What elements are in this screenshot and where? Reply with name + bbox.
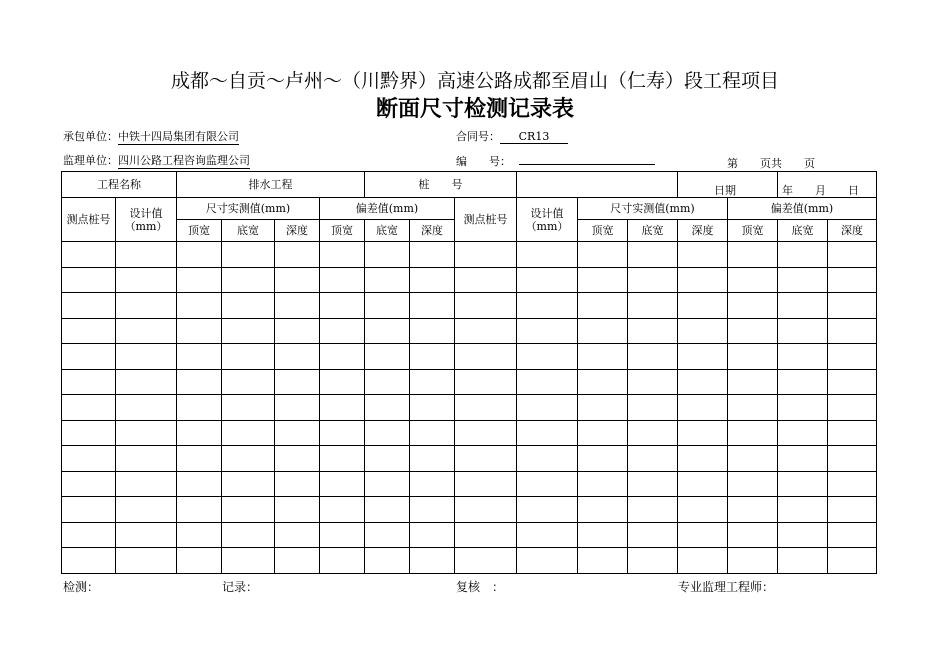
table-cell[interactable] <box>62 446 116 472</box>
table-cell[interactable] <box>678 318 728 344</box>
table-cell[interactable] <box>62 395 116 421</box>
table-cell[interactable] <box>778 471 828 497</box>
contractor-row <box>63 128 239 145</box>
table-cell[interactable] <box>62 522 116 548</box>
table-row <box>62 242 877 268</box>
table-cell[interactable] <box>177 293 222 319</box>
sub-top-width: 顶宽 <box>728 220 778 242</box>
table-cell[interactable] <box>116 344 177 370</box>
table-cell[interactable] <box>778 242 828 268</box>
table-cell[interactable] <box>517 318 578 344</box>
table-cell[interactable] <box>177 242 222 268</box>
table-cell[interactable] <box>410 318 455 344</box>
measured-header: 尺寸实测值(mm) <box>177 198 320 220</box>
table-cell[interactable] <box>177 471 222 497</box>
table-cell[interactable] <box>222 548 275 574</box>
table-cell[interactable] <box>275 420 320 446</box>
sub-top-width: 顶宽 <box>320 220 365 242</box>
measured-header-2: 尺寸实测值(mm) <box>578 198 728 220</box>
table-cell[interactable] <box>320 497 365 523</box>
table-cell[interactable] <box>365 344 410 370</box>
table-cell[interactable] <box>222 395 275 421</box>
table-cell[interactable] <box>320 369 365 395</box>
table-cell[interactable] <box>275 446 320 472</box>
table-cell[interactable] <box>275 548 320 574</box>
table-cell[interactable] <box>410 548 455 574</box>
table-cell[interactable] <box>116 522 177 548</box>
sub-depth: 深度 <box>275 220 320 242</box>
table-cell[interactable] <box>116 497 177 523</box>
table-cell[interactable] <box>828 548 877 574</box>
table-cell[interactable] <box>275 471 320 497</box>
table-cell[interactable] <box>410 471 455 497</box>
supervisor-value: 四川公路工程咨询监理公司 <box>118 154 250 167</box>
table-row <box>62 471 877 497</box>
inspection-table <box>61 171 877 574</box>
table-cell[interactable] <box>275 395 320 421</box>
point-station-header: 测点桩号 <box>62 198 116 242</box>
table-cell[interactable] <box>410 293 455 319</box>
table-cell[interactable] <box>365 497 410 523</box>
table-cell[interactable] <box>320 548 365 574</box>
table-cell[interactable] <box>455 369 517 395</box>
table-cell[interactable] <box>275 344 320 370</box>
table-cell[interactable] <box>517 267 578 293</box>
table-cell[interactable] <box>778 497 828 523</box>
table-cell[interactable] <box>177 369 222 395</box>
table-cell[interactable] <box>320 522 365 548</box>
table-cell[interactable] <box>778 446 828 472</box>
table-cell[interactable] <box>177 267 222 293</box>
sub-depth: 深度 <box>410 220 455 242</box>
sub-bottom-width: 底宽 <box>628 220 678 242</box>
table-cell[interactable] <box>628 446 678 472</box>
table-cell[interactable] <box>275 267 320 293</box>
table-row <box>62 369 877 395</box>
form-title: 断面尺寸检测记录表 <box>375 96 574 122</box>
table-cell[interactable] <box>678 471 728 497</box>
table-cell[interactable] <box>517 446 578 472</box>
table-cell[interactable] <box>455 548 517 574</box>
table-cell[interactable] <box>728 344 778 370</box>
table-cell[interactable] <box>320 344 365 370</box>
table-cell[interactable] <box>365 548 410 574</box>
table-cell[interactable] <box>275 242 320 268</box>
table-cell[interactable] <box>410 344 455 370</box>
table-cell[interactable] <box>222 471 275 497</box>
table-cell[interactable] <box>116 471 177 497</box>
table-cell[interactable] <box>828 446 877 472</box>
table-cell[interactable] <box>728 497 778 523</box>
table-cell[interactable] <box>778 369 828 395</box>
table-cell[interactable] <box>365 369 410 395</box>
table-cell[interactable] <box>517 522 578 548</box>
table-row <box>62 446 877 472</box>
table-cell[interactable] <box>177 420 222 446</box>
table-cell[interactable] <box>455 242 517 268</box>
table-row <box>62 293 877 319</box>
table-cell[interactable] <box>678 522 728 548</box>
sub-bottom-width: 底宽 <box>365 220 410 242</box>
table-cell[interactable] <box>728 395 778 421</box>
table-row <box>62 318 877 344</box>
table-cell[interactable] <box>320 242 365 268</box>
contract-no-value: CR13 <box>500 130 568 144</box>
point-station-header-2: 测点桩号 <box>455 198 517 242</box>
table-cell[interactable] <box>728 318 778 344</box>
table-cell[interactable] <box>517 344 578 370</box>
table-cell[interactable] <box>275 318 320 344</box>
table-cell[interactable] <box>828 471 877 497</box>
table-cell[interactable] <box>628 420 678 446</box>
table-cell[interactable] <box>116 446 177 472</box>
table-cell[interactable] <box>365 267 410 293</box>
table-row <box>62 522 877 548</box>
record-signature: 记录： <box>222 580 259 594</box>
table-cell[interactable] <box>116 293 177 319</box>
table-cell[interactable] <box>828 420 877 446</box>
table-cell[interactable] <box>116 318 177 344</box>
table-cell[interactable] <box>320 318 365 344</box>
table-cell[interactable] <box>62 471 116 497</box>
deviation-header: 偏差值(mm) <box>320 198 455 220</box>
table-cell[interactable] <box>222 344 275 370</box>
table-cell[interactable] <box>455 471 517 497</box>
table-cell[interactable] <box>678 420 728 446</box>
table-cell[interactable] <box>275 522 320 548</box>
header-row-2 <box>62 198 877 220</box>
table-cell[interactable] <box>365 420 410 446</box>
table-cell[interactable] <box>177 548 222 574</box>
table-cell[interactable] <box>320 446 365 472</box>
table-cell[interactable] <box>116 369 177 395</box>
table-cell[interactable] <box>320 420 365 446</box>
table-row <box>62 548 877 574</box>
table-cell[interactable] <box>578 471 628 497</box>
table-cell[interactable] <box>828 242 877 268</box>
table-cell[interactable] <box>320 267 365 293</box>
table-cell[interactable] <box>455 420 517 446</box>
table-cell[interactable] <box>728 420 778 446</box>
table-cell[interactable] <box>678 267 728 293</box>
table-cell[interactable] <box>578 318 628 344</box>
table-cell[interactable] <box>455 318 517 344</box>
table-cell[interactable] <box>678 548 728 574</box>
table-cell[interactable] <box>410 369 455 395</box>
table-cell[interactable] <box>62 369 116 395</box>
table-cell[interactable] <box>778 548 828 574</box>
table-cell[interactable] <box>62 267 116 293</box>
table-cell[interactable] <box>222 420 275 446</box>
table-cell[interactable] <box>365 293 410 319</box>
table-cell[interactable] <box>578 522 628 548</box>
contract-no-label: 合同号： <box>456 130 500 143</box>
table-cell[interactable] <box>275 293 320 319</box>
table-cell[interactable] <box>365 522 410 548</box>
sub-bottom-width: 底宽 <box>778 220 828 242</box>
sub-depth: 深度 <box>678 220 728 242</box>
table-cell[interactable] <box>275 497 320 523</box>
table-cell[interactable] <box>410 522 455 548</box>
table-cell[interactable] <box>778 267 828 293</box>
data-rows <box>62 242 877 574</box>
table-cell[interactable] <box>222 522 275 548</box>
table-cell[interactable] <box>728 548 778 574</box>
table-cell[interactable] <box>116 242 177 268</box>
table-cell[interactable] <box>517 420 578 446</box>
table-cell[interactable] <box>455 293 517 319</box>
table-cell[interactable] <box>455 522 517 548</box>
table-cell[interactable] <box>578 548 628 574</box>
table-cell[interactable] <box>455 497 517 523</box>
table-cell[interactable] <box>517 497 578 523</box>
page-count: 第 页共 页 <box>727 157 815 170</box>
table-cell[interactable] <box>628 318 678 344</box>
table-cell[interactable] <box>828 369 877 395</box>
table-cell[interactable] <box>517 369 578 395</box>
table-cell[interactable] <box>628 293 678 319</box>
table-cell[interactable] <box>410 446 455 472</box>
table-cell[interactable] <box>578 267 628 293</box>
sub-top-width: 顶宽 <box>578 220 628 242</box>
table-row <box>62 420 877 446</box>
table-cell[interactable] <box>678 293 728 319</box>
header-row-1 <box>62 172 877 198</box>
station-label: 桩 号 <box>365 172 517 198</box>
station-value <box>517 172 678 198</box>
table-cell[interactable] <box>728 446 778 472</box>
table-cell[interactable] <box>678 344 728 370</box>
table-cell[interactable] <box>222 267 275 293</box>
table-cell[interactable] <box>365 446 410 472</box>
table-row <box>62 267 877 293</box>
table-cell[interactable] <box>62 548 116 574</box>
table-cell[interactable] <box>778 420 828 446</box>
table-cell[interactable] <box>177 497 222 523</box>
table-cell[interactable] <box>62 497 116 523</box>
table-cell[interactable] <box>275 369 320 395</box>
table-cell[interactable] <box>320 395 365 421</box>
table-cell[interactable] <box>578 497 628 523</box>
table-cell[interactable] <box>778 318 828 344</box>
table-cell[interactable] <box>578 446 628 472</box>
table-cell[interactable] <box>828 522 877 548</box>
date-label: 日期 <box>678 172 778 198</box>
table-cell[interactable] <box>410 395 455 421</box>
serial-value <box>519 152 655 165</box>
sub-bottom-width: 底宽 <box>222 220 275 242</box>
table-cell[interactable] <box>828 318 877 344</box>
table-cell[interactable] <box>410 267 455 293</box>
project-name-value: 排水工程 <box>177 172 365 198</box>
table-cell[interactable] <box>320 293 365 319</box>
table-cell[interactable] <box>828 293 877 319</box>
project-name-label: 工程名称 <box>62 172 177 198</box>
table-cell[interactable] <box>678 242 728 268</box>
table-row <box>62 497 877 523</box>
table-cell[interactable] <box>578 369 628 395</box>
table-cell[interactable] <box>628 497 678 523</box>
table-cell[interactable] <box>678 395 728 421</box>
design-value-header-2: 设计值（mm） <box>517 198 578 242</box>
table-cell[interactable] <box>628 344 678 370</box>
sub-depth: 深度 <box>828 220 877 242</box>
table-cell[interactable] <box>222 446 275 472</box>
table-cell[interactable] <box>628 471 678 497</box>
table-cell[interactable] <box>62 293 116 319</box>
table-cell[interactable] <box>62 242 116 268</box>
table-cell[interactable] <box>222 293 275 319</box>
table-cell[interactable] <box>728 369 778 395</box>
table-cell[interactable] <box>455 267 517 293</box>
table-cell[interactable] <box>517 395 578 421</box>
table-cell[interactable] <box>728 522 778 548</box>
table-cell[interactable] <box>778 522 828 548</box>
table-cell[interactable] <box>578 420 628 446</box>
table-cell[interactable] <box>222 318 275 344</box>
supervisor-label: 监理单位： <box>63 154 118 167</box>
table-cell[interactable] <box>455 344 517 370</box>
table-cell[interactable] <box>116 548 177 574</box>
table-cell[interactable] <box>62 420 116 446</box>
table-cell[interactable] <box>578 344 628 370</box>
contractor-value: 中铁十四局集团有限公司 <box>118 130 239 143</box>
table-cell[interactable] <box>177 318 222 344</box>
table-cell[interactable] <box>222 497 275 523</box>
table-cell[interactable] <box>828 344 877 370</box>
table-cell[interactable] <box>778 344 828 370</box>
table-cell[interactable] <box>728 471 778 497</box>
table-cell[interactable] <box>578 242 628 268</box>
table-cell[interactable] <box>62 318 116 344</box>
inspect-signature: 检测： <box>63 580 100 594</box>
contract-no-row <box>456 128 568 144</box>
table-cell[interactable] <box>678 446 728 472</box>
table-cell[interactable] <box>628 522 678 548</box>
table-cell[interactable] <box>455 446 517 472</box>
table-cell[interactable] <box>628 369 678 395</box>
project-title: 成都～自贡～卢州～（川黔界）高速公路成都至眉山（仁寿）段工程项目 <box>170 70 779 92</box>
table-cell[interactable] <box>410 242 455 268</box>
table-cell[interactable] <box>578 395 628 421</box>
table-cell[interactable] <box>410 497 455 523</box>
table-cell[interactable] <box>828 267 877 293</box>
table-cell[interactable] <box>678 369 728 395</box>
table-cell[interactable] <box>517 242 578 268</box>
deviation-header-2: 偏差值(mm) <box>728 198 877 220</box>
table-cell[interactable] <box>628 242 678 268</box>
table-cell[interactable] <box>728 242 778 268</box>
table-cell[interactable] <box>778 395 828 421</box>
date-value: 年 月 日 <box>778 172 877 198</box>
table-row <box>62 395 877 421</box>
table-cell[interactable] <box>116 395 177 421</box>
table-cell[interactable] <box>222 369 275 395</box>
table-cell[interactable] <box>728 293 778 319</box>
table-cell[interactable] <box>320 471 365 497</box>
serial-label: 编 号： <box>456 155 511 168</box>
table-cell[interactable] <box>828 395 877 421</box>
table-cell[interactable] <box>177 446 222 472</box>
table-cell[interactable] <box>728 267 778 293</box>
review-signature: 复核 ： <box>456 580 505 594</box>
table-cell[interactable] <box>410 420 455 446</box>
table-cell[interactable] <box>62 344 116 370</box>
sub-top-width: 顶宽 <box>177 220 222 242</box>
table-cell[interactable] <box>517 471 578 497</box>
table-cell[interactable] <box>455 395 517 421</box>
table-cell[interactable] <box>517 548 578 574</box>
design-value-header: 设计值（mm） <box>116 198 177 242</box>
table-cell[interactable] <box>365 242 410 268</box>
table-cell[interactable] <box>517 293 578 319</box>
table-cell[interactable] <box>678 497 728 523</box>
table-cell[interactable] <box>222 242 275 268</box>
table-cell[interactable] <box>828 497 877 523</box>
table-cell[interactable] <box>365 395 410 421</box>
table-cell[interactable] <box>778 293 828 319</box>
table-cell[interactable] <box>578 293 628 319</box>
table-cell[interactable] <box>628 267 678 293</box>
supervisor-row <box>63 152 250 169</box>
table-cell[interactable] <box>177 344 222 370</box>
table-cell[interactable] <box>116 267 177 293</box>
contractor-label: 承包单位： <box>63 130 118 143</box>
table-cell[interactable] <box>628 548 678 574</box>
table-cell[interactable] <box>177 395 222 421</box>
table-row <box>62 344 877 370</box>
engineer-signature: 专业监理工程师： <box>678 580 775 594</box>
table-cell[interactable] <box>365 471 410 497</box>
serial-row <box>456 152 655 169</box>
table-cell[interactable] <box>365 318 410 344</box>
table-cell[interactable] <box>628 395 678 421</box>
table-cell[interactable] <box>116 420 177 446</box>
table-cell[interactable] <box>177 522 222 548</box>
